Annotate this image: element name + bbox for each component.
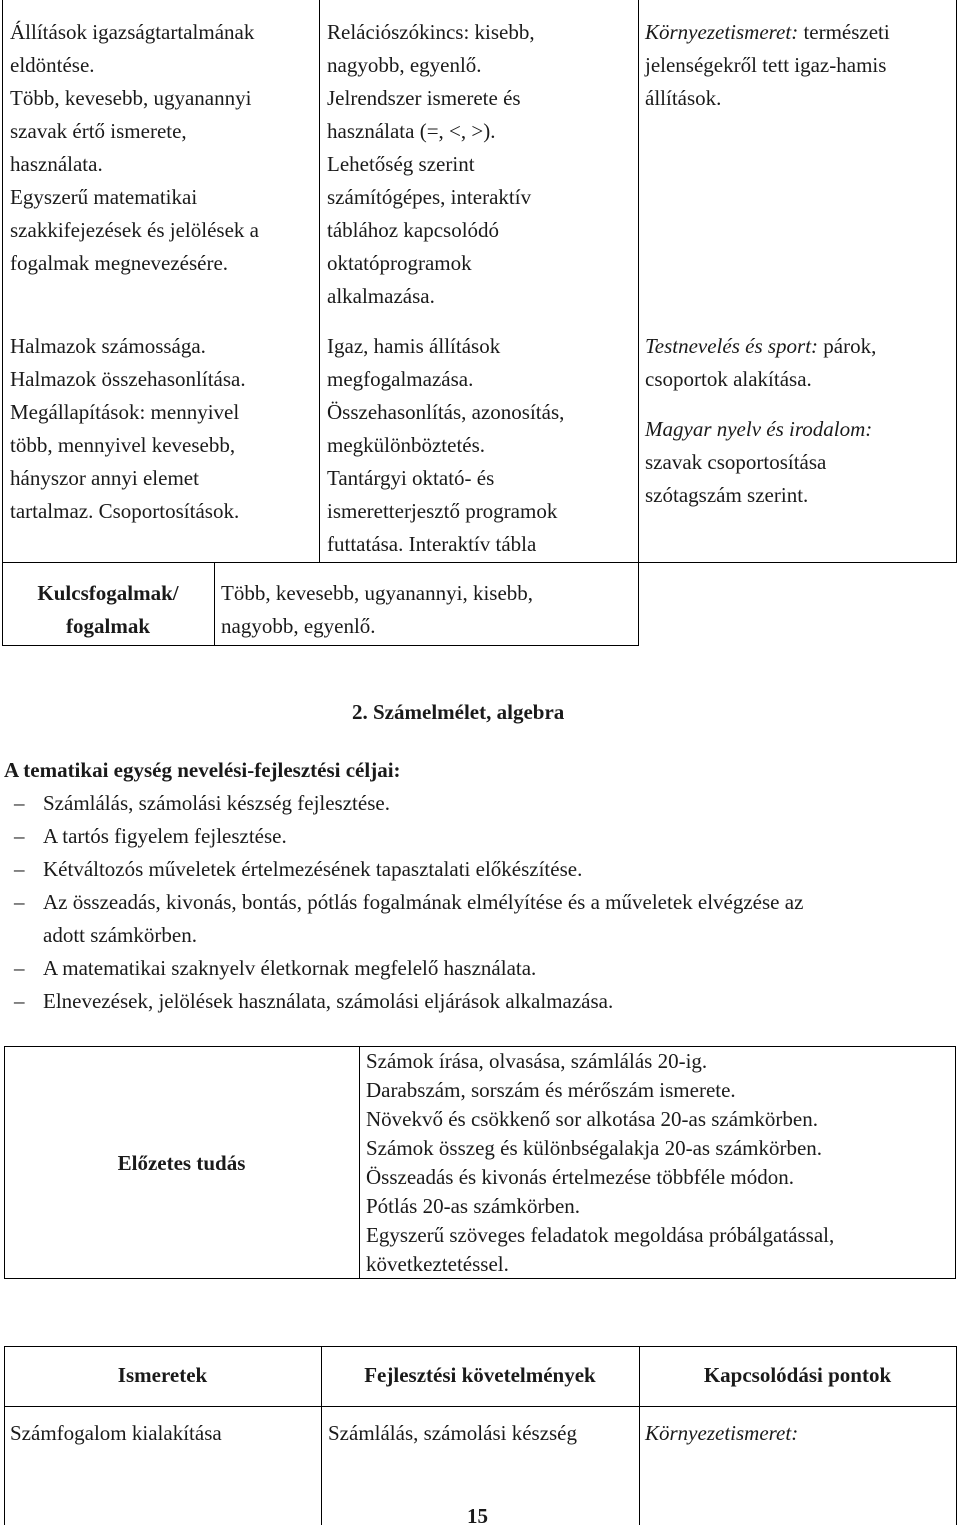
list-item bbox=[4, 952, 954, 985]
text-line: Számok írása, olvasása, számlálás 20-ig. bbox=[366, 1049, 708, 1073]
text-line: használata. bbox=[10, 152, 103, 176]
text-line: Pótlás 20-as számkörben. bbox=[366, 1194, 581, 1218]
text-line: A matematikai szaknyelv életkornak megfelelő használata. bbox=[43, 956, 537, 980]
dash-bullet: – bbox=[14, 824, 25, 848]
text-line: számítógépes, interaktív bbox=[327, 185, 532, 209]
text-line: Összehasonlítás, azonosítás, bbox=[327, 400, 565, 424]
text-line: következtetéssel. bbox=[366, 1252, 509, 1276]
table-top-border bbox=[4, 1346, 957, 1347]
text-line: futtatása. Interaktív tábla bbox=[327, 532, 537, 556]
text-line: használata (=, <, >). bbox=[327, 119, 496, 143]
text-line: Állítások igazságtartalmának bbox=[10, 20, 255, 44]
text-line: ismeretterjesztő programok bbox=[327, 499, 558, 523]
text-line: Lehetőség szerint bbox=[327, 152, 475, 176]
text-line: több, mennyivel kevesebb, bbox=[10, 433, 236, 457]
text-line: Kulcsfogalmak/ bbox=[37, 581, 179, 605]
requirements-cell-1 bbox=[327, 16, 535, 313]
text-line: Számok összeg és különbségalakja 20-as számkörben. bbox=[366, 1136, 823, 1160]
text-line: csoportok alakítása. bbox=[645, 367, 812, 391]
connections-cell-1 bbox=[645, 16, 890, 115]
text-line: Elnevezések, jelölések használata, számolási eljárások alkalmazása. bbox=[43, 989, 614, 1013]
subject-name bbox=[645, 413, 876, 446]
table-col-divider-2 bbox=[638, 0, 639, 645]
dash-bullet: – bbox=[14, 791, 25, 815]
key-concepts-divider bbox=[214, 562, 215, 645]
text-line: adott számkörben. bbox=[43, 923, 197, 947]
table-cell-requirements: Számlálás, számolási készség bbox=[328, 1421, 578, 1445]
list-item bbox=[4, 787, 954, 820]
text-line: Halmazok számossága. bbox=[10, 334, 206, 358]
text-line: tartalmaz. Csoportosítások. bbox=[10, 499, 240, 523]
text-line: Relációszókincs: kisebb, bbox=[327, 20, 535, 44]
text-line: eldöntése. bbox=[10, 53, 95, 77]
dash-bullet: – bbox=[14, 890, 25, 914]
knowledge-cell-2 bbox=[10, 330, 246, 528]
text-line: Egyszerű matematikai bbox=[10, 185, 198, 209]
prior-knowledge-divider bbox=[359, 1046, 360, 1279]
text-fragment: párok, bbox=[818, 334, 877, 358]
subject-name: Környezetismeret: bbox=[645, 20, 799, 44]
column-header-connections: Kapcsolódási pontok bbox=[703, 1363, 892, 1387]
text-line: Kétváltozós műveletek értelmezésének tapasztalati előkészítése. bbox=[43, 857, 583, 881]
text-fragment: természeti bbox=[798, 20, 890, 44]
column-header-requirements: Fejlesztési követelmények bbox=[364, 1363, 596, 1387]
text-line: hányszor annyi elemet bbox=[10, 466, 199, 490]
text-line: megfogalmazása. bbox=[327, 367, 474, 391]
text-line: Megállapítások: mennyivel bbox=[10, 400, 240, 424]
text-line: Tantárgyi oktató- és bbox=[327, 466, 495, 490]
section-title: 2. Számelmélet, algebra bbox=[352, 700, 565, 724]
text-line: nagyobb, egyenlő. bbox=[327, 53, 482, 77]
dash-bullet: – bbox=[14, 989, 25, 1013]
table-bottom-border bbox=[2, 645, 639, 646]
text-line: Összeadás és kivonás értelmezése többféle módon. bbox=[366, 1165, 795, 1189]
text-line: nagyobb, egyenlő. bbox=[221, 614, 376, 638]
text-line: állítások. bbox=[645, 86, 722, 110]
dash-bullet: – bbox=[14, 857, 25, 881]
text-line: szavak csoportosítása bbox=[645, 450, 827, 474]
text-line: Több, kevesebb, ugyanannyi, kisebb, bbox=[221, 581, 534, 605]
list-item bbox=[4, 886, 954, 952]
goals-list bbox=[4, 787, 954, 1018]
text-line: alkalmazása. bbox=[327, 284, 435, 308]
table-header-divider bbox=[4, 1406, 957, 1407]
text-line: fogalmak megnevezésére. bbox=[10, 251, 229, 275]
key-concepts-value bbox=[221, 577, 533, 643]
text-line: Igaz, hamis állítások bbox=[327, 334, 501, 358]
page-number: 15 bbox=[467, 1504, 488, 1528]
table-cell-connections: Környezetismeret: bbox=[645, 1421, 799, 1445]
prior-knowledge-content bbox=[366, 1047, 834, 1279]
dash-bullet: – bbox=[14, 956, 25, 980]
text-line: Számlálás, számolási készség fejlesztése. bbox=[43, 791, 390, 815]
text-line: Darabszám, sorszám és mérőszám ismerete. bbox=[366, 1078, 736, 1102]
text-line: A tartós figyelem fejlesztése. bbox=[43, 824, 287, 848]
list-item bbox=[4, 985, 954, 1018]
text-line: fogalmak bbox=[66, 614, 150, 638]
text-line: szavak értő ismerete, bbox=[10, 119, 187, 143]
text-line: szakkifejezések és jelölések a bbox=[10, 218, 259, 242]
prior-knowledge-label: Előzetes tudás bbox=[117, 1151, 246, 1175]
text-line: Egyszerű szöveges feladatok megoldása próbálgatással, bbox=[366, 1223, 835, 1247]
knowledge-cell-1 bbox=[10, 16, 259, 280]
text-line bbox=[645, 16, 890, 49]
text-line: oktatóprogramok bbox=[327, 251, 472, 275]
text-line: megkülönböztetés. bbox=[327, 433, 486, 457]
text-line: Az összeadás, kivonás, bontás, pótlás fogalmának elmélyítése és a műveletek elvégzése az bbox=[43, 890, 804, 914]
list-item bbox=[4, 820, 954, 853]
text-line bbox=[645, 330, 876, 363]
goals-section bbox=[4, 754, 954, 1018]
text-line: szótagszám szerint. bbox=[645, 483, 809, 507]
table-border-left bbox=[2, 0, 3, 645]
requirements-cell-2 bbox=[327, 330, 564, 561]
table-cell-knowledge: Számfogalom kialakítása bbox=[10, 1421, 222, 1445]
table-border-right bbox=[956, 1346, 957, 1525]
text-line: Halmazok összehasonlítása. bbox=[10, 367, 246, 391]
text-line: Jelrendszer ismerete és bbox=[327, 86, 521, 110]
goals-heading: A tematikai egység nevelési-fejlesztési céljai: bbox=[4, 758, 401, 782]
table-border-right bbox=[956, 0, 957, 562]
column-header-knowledge: Ismeretek bbox=[117, 1363, 208, 1387]
text-line: jelenségekről tett igaz-hamis bbox=[645, 53, 887, 77]
key-concepts-label bbox=[2, 577, 214, 643]
table-row-divider bbox=[2, 562, 957, 563]
connections-cell-2 bbox=[645, 330, 876, 512]
text-line: táblához kapcsolódó bbox=[327, 218, 500, 242]
subject-name-text: Magyar nyelv és irodalom: bbox=[645, 417, 873, 441]
list-item bbox=[4, 853, 954, 886]
subject-name: Testnevelés és sport: bbox=[645, 334, 819, 358]
text-line: Több, kevesebb, ugyanannyi bbox=[10, 86, 252, 110]
text-line: Növekvő és csökkenő sor alkotása 20-as számkörben. bbox=[366, 1107, 818, 1131]
table-col-divider-1 bbox=[319, 0, 320, 562]
